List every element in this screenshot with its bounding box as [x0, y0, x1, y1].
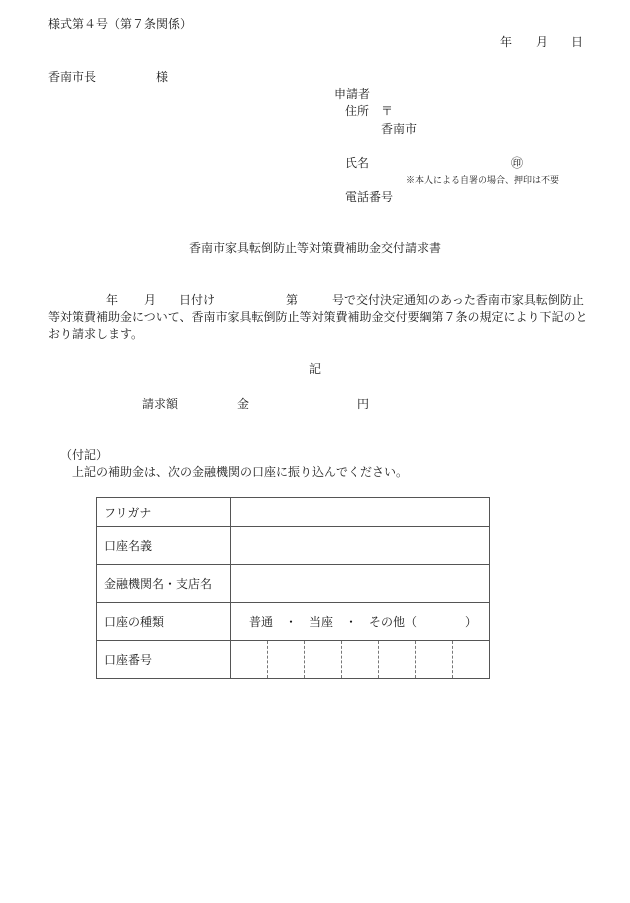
account-digit-box[interactable]	[452, 641, 489, 678]
seal-note: ※本人による自署の場合、押印は不要	[406, 176, 560, 186]
date-day: 日	[571, 35, 584, 49]
body-dated: 日付け	[179, 293, 216, 307]
body-no: 第	[286, 293, 299, 307]
claim-label: 請求額	[142, 397, 179, 411]
account-name-field[interactable]	[231, 527, 490, 565]
table-row	[97, 641, 490, 679]
account-digit-box[interactable]	[415, 641, 452, 678]
date-month: 月	[536, 35, 549, 49]
account-type-options[interactable]: 普通 ・ 当座 ・ その他（ ）	[231, 603, 490, 641]
document-title: 香南市家具転倒防止等対策費補助金交付請求書	[189, 241, 442, 255]
account-number-label: 口座番号	[97, 641, 231, 679]
table-row	[97, 603, 490, 641]
claim-kin: 金	[237, 397, 250, 411]
addressee-mayor: 香南市長	[48, 70, 97, 84]
body-line2: 等対策費補助金について、香南市家具転倒防止等対策費補助金交付要綱第７条の規定により下記のと	[48, 310, 588, 324]
addressee-honorific: 様	[156, 70, 169, 84]
claim-yen: 円	[357, 397, 370, 411]
form-number: 様式第４号（第７条関係）	[48, 17, 193, 31]
bank-account-table	[96, 497, 490, 679]
account-type-label: 口座の種類	[97, 603, 231, 641]
table-row	[97, 498, 490, 527]
notes-text: 上記の補助金は、次の金融機関の口座に振り込んでください。	[72, 465, 409, 479]
body-line3: おり請求します。	[48, 327, 144, 341]
phone-label: 電話番号	[345, 190, 394, 204]
bank-branch-field[interactable]	[231, 565, 490, 603]
account-digit-box[interactable]	[304, 641, 341, 678]
notes-heading: （付記）	[60, 448, 109, 462]
name-label: 氏名	[345, 156, 370, 170]
table-row	[97, 527, 490, 565]
body-year: 年	[106, 293, 119, 307]
account-number-field[interactable]	[231, 641, 490, 679]
address-city: 香南市	[381, 122, 418, 136]
address-label: 住所	[345, 104, 370, 118]
account-digit-box[interactable]	[267, 641, 304, 678]
date-year: 年	[500, 35, 513, 49]
account-digit-box[interactable]	[378, 641, 415, 678]
ki-label: 記	[309, 362, 322, 376]
account-name-label: 口座名義	[97, 527, 231, 565]
account-digit-box[interactable]	[231, 641, 267, 678]
body-line1-text: 号で交付決定通知のあった香南市家具転倒防止	[332, 293, 584, 307]
body-month: 月	[144, 293, 157, 307]
furigana-label: フリガナ	[97, 498, 231, 527]
table-row	[97, 565, 490, 603]
furigana-field[interactable]	[231, 498, 490, 527]
bank-branch-label: 金融機関名・支店名	[97, 565, 231, 603]
account-digit-box[interactable]	[341, 641, 378, 678]
seal-mark: ㊞	[511, 156, 524, 170]
applicant-label: 申請者	[334, 87, 371, 101]
postal-mark: 〒	[381, 104, 394, 118]
